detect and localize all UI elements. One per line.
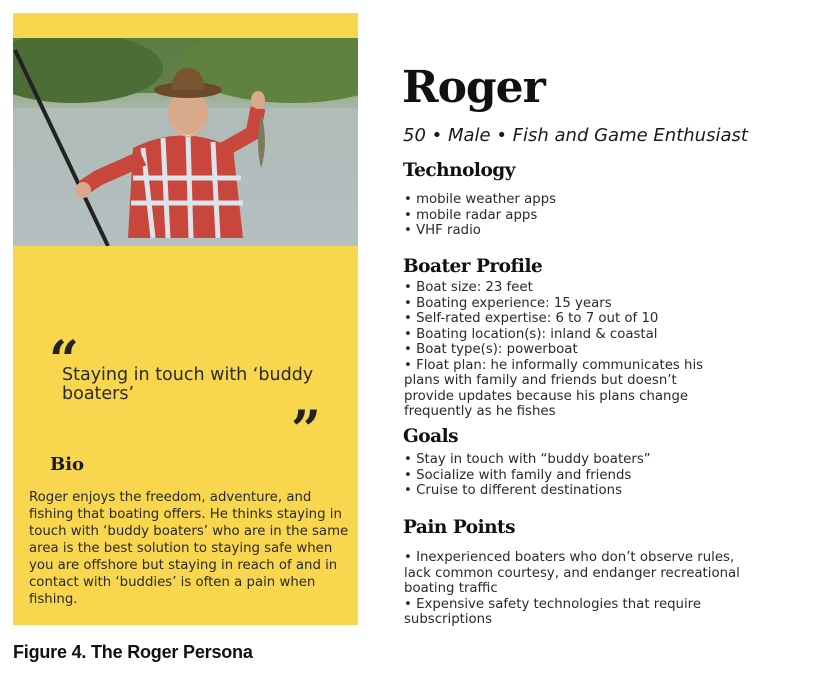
list-item: • mobile radar apps bbox=[404, 208, 764, 224]
technology-list bbox=[404, 192, 764, 239]
list-item: • Boat type(s): powerboat bbox=[404, 342, 764, 358]
bio-text: Roger enjoys the freedom, adventure, and fishing that boating offers. He thinks staying in touch with ‘buddy boaters’ who are in the same area is the best solution to staying safe when you are offshore but staying in reach of and in contact with ‘buddies’ is often a pain when fishing. bbox=[29, 490, 349, 607]
list-item: • Expensive safety technologies that require subscriptions bbox=[404, 597, 744, 628]
list-item: • Boat size: 23 feet bbox=[404, 280, 764, 296]
list-item: • Self-rated expertise: 6 to 7 out of 10 bbox=[404, 311, 764, 327]
list-item: • Cruise to different destinations bbox=[404, 483, 764, 499]
list-item: • mobile weather apps bbox=[404, 192, 764, 208]
list-item: • Socialize with family and friends bbox=[404, 468, 764, 484]
list-item: • Boating experience: 15 years bbox=[404, 296, 764, 312]
persona-card bbox=[13, 13, 358, 625]
persona-photo bbox=[13, 38, 358, 246]
close-quote-mark: ” bbox=[291, 400, 321, 461]
open-quote-mark: “ bbox=[49, 330, 79, 391]
boater-profile-list bbox=[404, 280, 764, 420]
list-item: • Float plan: he informally communicates his plans with family and friends but doesn’t provide updates because his plans change frequently as he fishes bbox=[404, 358, 724, 420]
pain-points-heading: Pain Points bbox=[403, 517, 516, 538]
boater-profile-heading: Boater Profile bbox=[403, 256, 543, 277]
persona-subtitle: 50 • Male • Fish and Game Enthusiast bbox=[403, 125, 748, 146]
goals-heading: Goals bbox=[403, 426, 459, 447]
persona-quote: Staying in touch with ‘buddy boaters’ bbox=[62, 365, 314, 404]
figure-caption: Figure 4. The Roger Persona bbox=[13, 642, 253, 662]
bio-heading: Bio bbox=[50, 454, 85, 475]
list-item: • VHF radio bbox=[404, 223, 764, 239]
list-item: • Boating location(s): inland & coastal bbox=[404, 327, 764, 343]
persona-name: Roger bbox=[402, 62, 545, 113]
list-item: • Stay in touch with “buddy boaters” bbox=[404, 452, 764, 468]
list-item: • Inexperienced boaters who don’t observe rules, lack common courtesy, and endanger recreational boating traffic bbox=[404, 550, 744, 597]
goals-list bbox=[404, 452, 764, 499]
pain-points-list bbox=[404, 550, 764, 628]
technology-heading: Technology bbox=[403, 160, 515, 181]
